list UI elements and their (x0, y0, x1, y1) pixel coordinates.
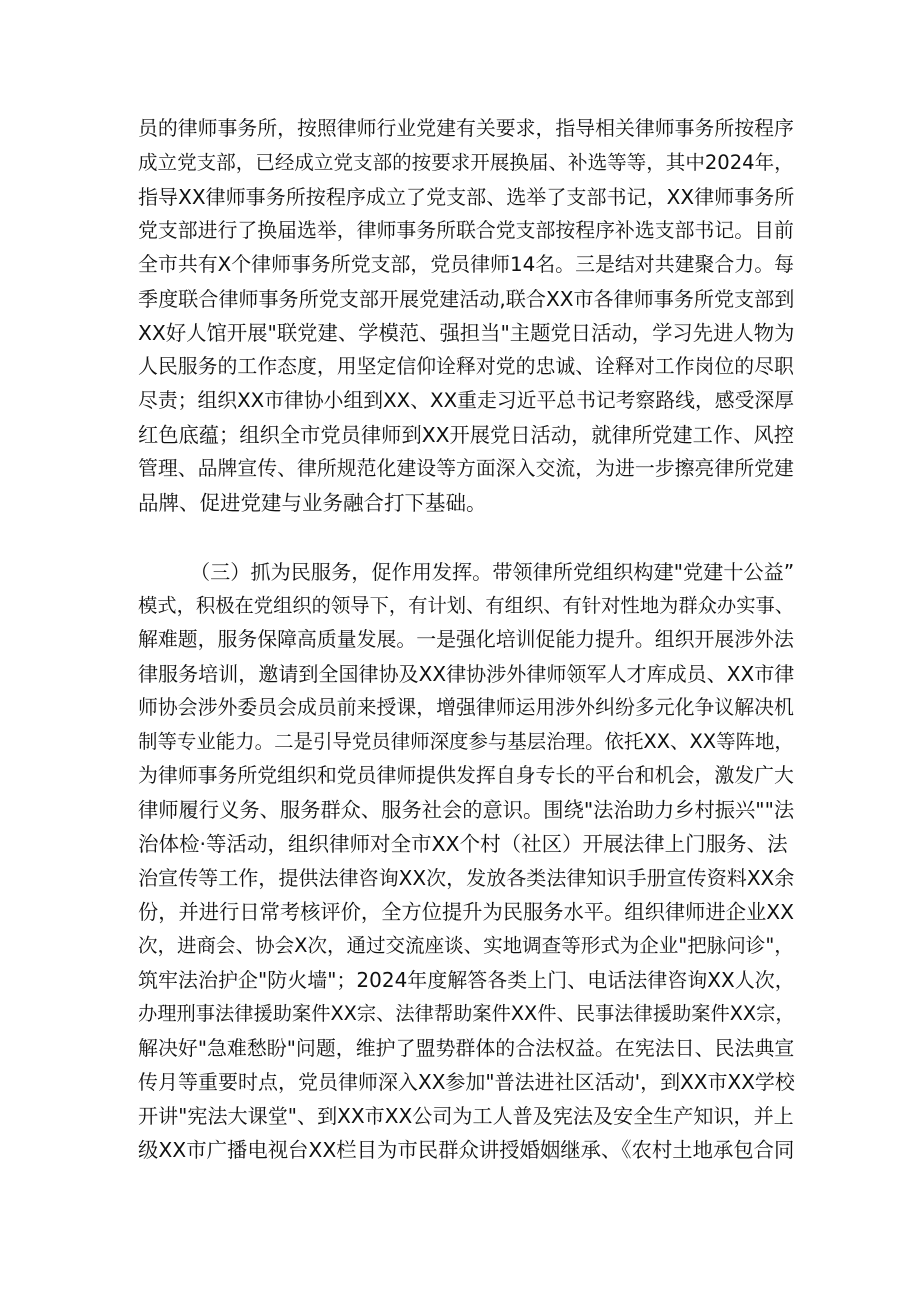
text-line: 为律师事务所党组织和党员律师提供发挥自身专长的平台和机会，激发广大 (138, 764, 794, 787)
text-line: 季度联合律师事务所党支部开展党建活动,联合XX市各律师事务所党支部到 (138, 287, 795, 311)
text-line: 解难题，服务保障高质量发展。一是强化培训促能力提升。组织开展涉外法 (138, 628, 794, 651)
text-line: （三）抓为民服务，促作用发挥。带领律所党组织构建"党建十公益” (190, 560, 795, 584)
text-line: 指导XX律师事务所按程序成立了党支部、选举了支部书记，XX律师事务所 (138, 185, 795, 209)
text-line: 律服务培训，邀请到全国律协及XX律协涉外律师领军人才库成员、XX市律 (138, 662, 795, 686)
text-line: 人民服务的工作态度，用坚定信仰诠释对党的忠诚、诠释对工作岗位的尽职 (138, 355, 794, 378)
paragraph-1 (138, 112, 798, 520)
text-line: 解决好"急难愁盼"问题，维护了盟势群体的合法权益。在宪法日、民法典宣 (138, 1036, 795, 1060)
text-line: 份，并进行日常考核评价，全方位提升为民服务水平。组织律师进企业XX (138, 900, 794, 924)
text-line: 尽责；组织XX市律协小组到XX、XX重走习近平总书记考察路线，感受深厚 (138, 389, 795, 412)
text-line: 治体检·等活动，组织律师对全市XX个村（社区）开展法律上门服务、法 (138, 832, 788, 856)
text-line: XX好人馆开展"联党建、学模范、强担当"主题党日活动，学习先进人物为 (138, 321, 795, 345)
text-line: 开讲"宪法大课堂"、到XX市XX公司为工人普及宪法及安全生产知识，并上 (138, 1104, 794, 1128)
text-line: 员的律师事务所，按照律师行业党建有关要求，指导相关律师事务所按程序 (138, 117, 794, 140)
text-line: 制等专业能力。二是引导党员律师深度参与基层治理。依托XX、XX等阵地， (138, 730, 794, 753)
text-line: 模式，积极在党组织的领导下，有计划、有组织、有针对性地为群众办实事、 (138, 594, 795, 617)
text-line: 律师履行义务、服务群众、服务社会的意识。围绕"法治助力乡村振兴""法 (138, 798, 795, 822)
text-line: 师协会涉外委员会成员前来授课，增强律师运用涉外纠纷多元化争议解决机 (138, 696, 794, 719)
text-line: 红色底蕴；组织全市党员律师到XX开展党日活动，就律所党建工作、风控 (138, 423, 794, 447)
text-line: 成立党支部，已经成立党支部的按要求开展换届、补选等等，其中2024年， (138, 151, 794, 174)
text-line: 品牌、促进党建与业务融合打下基础。 (138, 491, 487, 515)
text-line: 次，进商会、协会X次，通过交流座谈、实地调查等形式为企业"把脉问诊"， (138, 934, 794, 957)
text-line: 治宣传等工作，提供法律咨询XX次，发放各类法律知识手册宣传资料XX余 (138, 866, 795, 890)
text-line: 全市共有X个律师事务所党支部，党员律师14名。三是结对共建聚合力。每 (138, 253, 795, 276)
text-line: 传月等重要时点，党员律师深入XX参加"普法进社区活动'，到XX市XX学校 (138, 1070, 795, 1094)
text-line: 级XX市广播电视台XX栏目为市民群众讲授婚姻继承、《农村土地承包合同 (138, 1138, 795, 1162)
paragraph-2 (138, 555, 798, 1167)
text-line: 办理刑事法律援助案件XX宗、法律帮助案件XX件、民事法律援助案件XX宗， (138, 1002, 795, 1025)
text-line: 筑牢法治护企"防火墙"；2024年度解答各类上门、电话法律咨询XX人次， (138, 968, 795, 992)
text-line: 管理、品牌宣传、律所规范化建设等方面深入交流，为进一步擦亮律所党建 (138, 457, 794, 480)
text-line: 党支部进行了换届选举，律师事务所联合党支部按程序补选支部书记。目前 (138, 219, 794, 242)
